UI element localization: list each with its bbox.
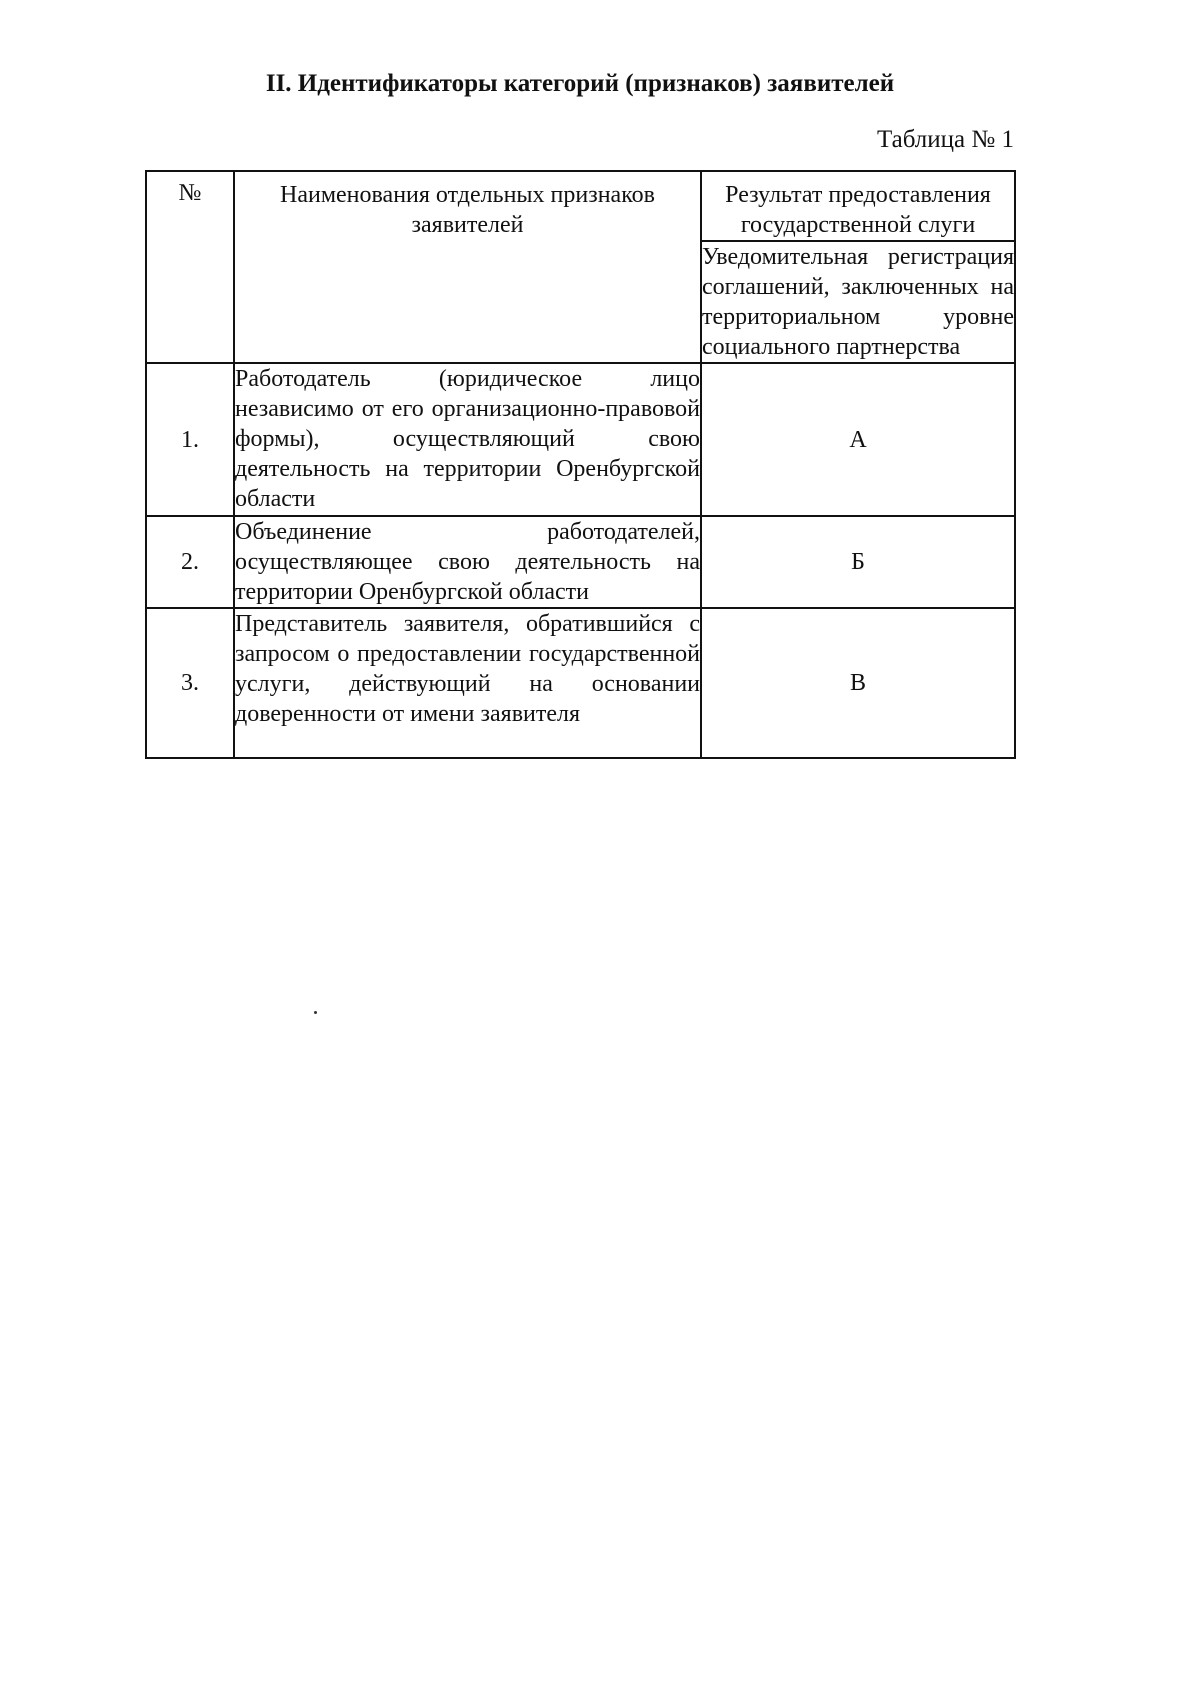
- scan-speck: [314, 1011, 317, 1014]
- row-result: В: [701, 608, 1015, 758]
- header-result-sub: Уведомительная регистрация соглашений, заключенных на территориальном уровне социального партнерства: [701, 241, 1015, 363]
- table-label: Таблица № 1: [876, 126, 1014, 153]
- row-number: 3.: [146, 608, 234, 758]
- row-name: Представитель заявителя, обратившийся с запросом о предоставлении государственной услуги, действующий на основании доверенности от имени заявителя: [234, 608, 701, 758]
- applicant-categories-table: [145, 170, 1016, 759]
- table-row: [146, 363, 1015, 516]
- header-result: Результат предоставления государственной слуги: [701, 171, 1015, 241]
- section-title: II. Идентификаторы категорий (признаков) заявителей: [265, 70, 895, 97]
- table-header-row: [146, 171, 1015, 241]
- table-row: [146, 516, 1015, 608]
- table-row: [146, 608, 1015, 758]
- row-name: Работодатель (юридическое лицо независимо от его организационно-правовой формы), осуществляющий свою деятельность на территории Оренбургской области: [234, 363, 701, 516]
- row-number: 1.: [146, 363, 234, 516]
- row-number: 2.: [146, 516, 234, 608]
- row-result: А: [701, 363, 1015, 516]
- row-result: Б: [701, 516, 1015, 608]
- row-name: Объединение работодателей, осуществляющее свою деятельность на территории Оренбургской области: [234, 516, 701, 608]
- header-number: №: [146, 171, 234, 363]
- header-name: Наименования отдельных признаков заявителей: [234, 171, 701, 363]
